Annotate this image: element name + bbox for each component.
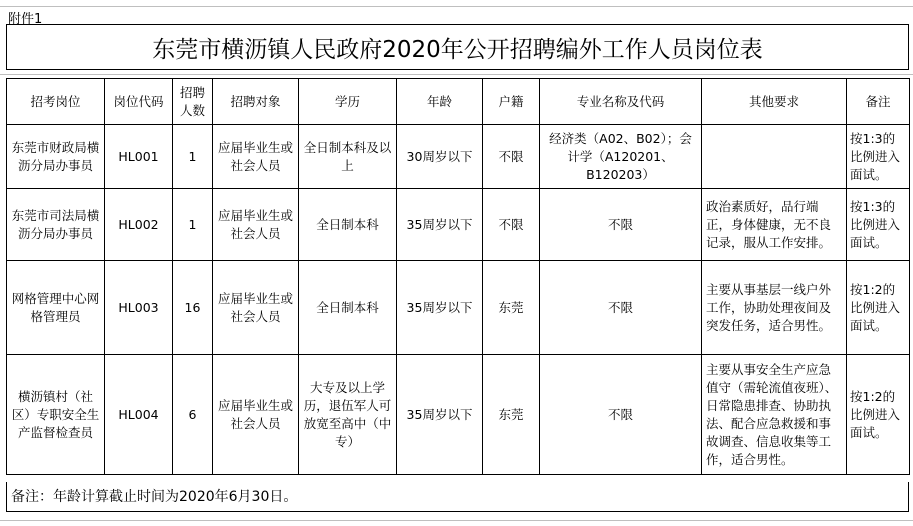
cell-count: 16 (173, 261, 213, 355)
cell-count: 6 (173, 355, 213, 475)
cell-post: 东莞市财政局横沥分局办事员 (7, 125, 105, 189)
cell-education: 全日制本科及以上 (299, 125, 397, 189)
cell-major: 不限 (540, 261, 702, 355)
cell-remark: 按1:2的比例进入面试。 (847, 355, 910, 475)
cell-education: 全日制本科 (299, 261, 397, 355)
header-education: 学历 (299, 79, 397, 125)
cell-hukou: 不限 (483, 189, 540, 261)
cell-hukou: 不限 (483, 125, 540, 189)
positions-table (6, 78, 910, 475)
cell-target: 应届毕业生或社会人员 (213, 261, 299, 355)
footnote: 备注：年龄计算截止时间为2020年6月30日。 (6, 482, 909, 512)
header-major: 专业名称及代码 (540, 79, 702, 125)
header-code: 岗位代码 (105, 79, 173, 125)
cell-target: 应届毕业生或社会人员 (213, 355, 299, 475)
header-target: 招聘对象 (213, 79, 299, 125)
cell-other: 政治素质好，品行端正，身体健康，无不良记录，服从工作安排。 (702, 189, 847, 261)
header-age: 年龄 (397, 79, 483, 125)
cell-target: 应届毕业生或社会人员 (213, 189, 299, 261)
header-row (7, 79, 910, 125)
cell-count: 1 (173, 189, 213, 261)
cell-code: HL004 (105, 355, 173, 475)
gridline (0, 520, 913, 521)
cell-post: 网格管理中心网格管理员 (7, 261, 105, 355)
cell-other (702, 125, 847, 189)
cell-education: 全日制本科 (299, 189, 397, 261)
cell-major: 不限 (540, 355, 702, 475)
table-row (7, 355, 910, 475)
cell-hukou: 东莞 (483, 355, 540, 475)
cell-remark: 按1:2的比例进入面试。 (847, 261, 910, 355)
cell-major: 不限 (540, 189, 702, 261)
cell-other: 主要从事安全生产应急值守（需轮流值夜班）、日常隐患排查、协助执法、配合应急救援和事故调查、信息收集等工作，适合男性。 (702, 355, 847, 475)
cell-age: 35周岁以下 (397, 261, 483, 355)
cell-remark: 按1:3的比例进入面试。 (847, 189, 910, 261)
cell-post: 横沥镇村（社区）专职安全生产监督检查员 (7, 355, 105, 475)
gridline (0, 6, 913, 7)
cell-target: 应届毕业生或社会人员 (213, 125, 299, 189)
gridline (0, 74, 913, 75)
table-row (7, 125, 910, 189)
cell-code: HL002 (105, 189, 173, 261)
header-post: 招考岗位 (7, 79, 105, 125)
page-title: 东莞市横沥镇人民政府2020年公开招聘编外工作人员岗位表 (6, 24, 909, 70)
cell-major: 经济类（A02、B02）；会计学（A120201、B120203） (540, 125, 702, 189)
cell-remark: 按1:3的比例进入面试。 (847, 125, 910, 189)
header-remark: 备注 (847, 79, 910, 125)
cell-code: HL003 (105, 261, 173, 355)
cell-post: 东莞市司法局横沥分局办事员 (7, 189, 105, 261)
header-other: 其他要求 (702, 79, 847, 125)
header-count: 招聘人数 (173, 79, 213, 125)
cell-age: 30周岁以下 (397, 125, 483, 189)
annex-label: 附件1 (8, 12, 43, 27)
cell-other: 主要从事基层一线户外工作，协助处理夜间及突发任务，适合男性。 (702, 261, 847, 355)
table-row (7, 189, 910, 261)
cell-education: 大专及以上学历，退伍军人可放宽至高中（中专） (299, 355, 397, 475)
header-hukou: 户籍 (483, 79, 540, 125)
cell-count: 1 (173, 125, 213, 189)
cell-age: 35周岁以下 (397, 189, 483, 261)
cell-hukou: 东莞 (483, 261, 540, 355)
cell-age: 35周岁以下 (397, 355, 483, 475)
table-row (7, 261, 910, 355)
cell-code: HL001 (105, 125, 173, 189)
